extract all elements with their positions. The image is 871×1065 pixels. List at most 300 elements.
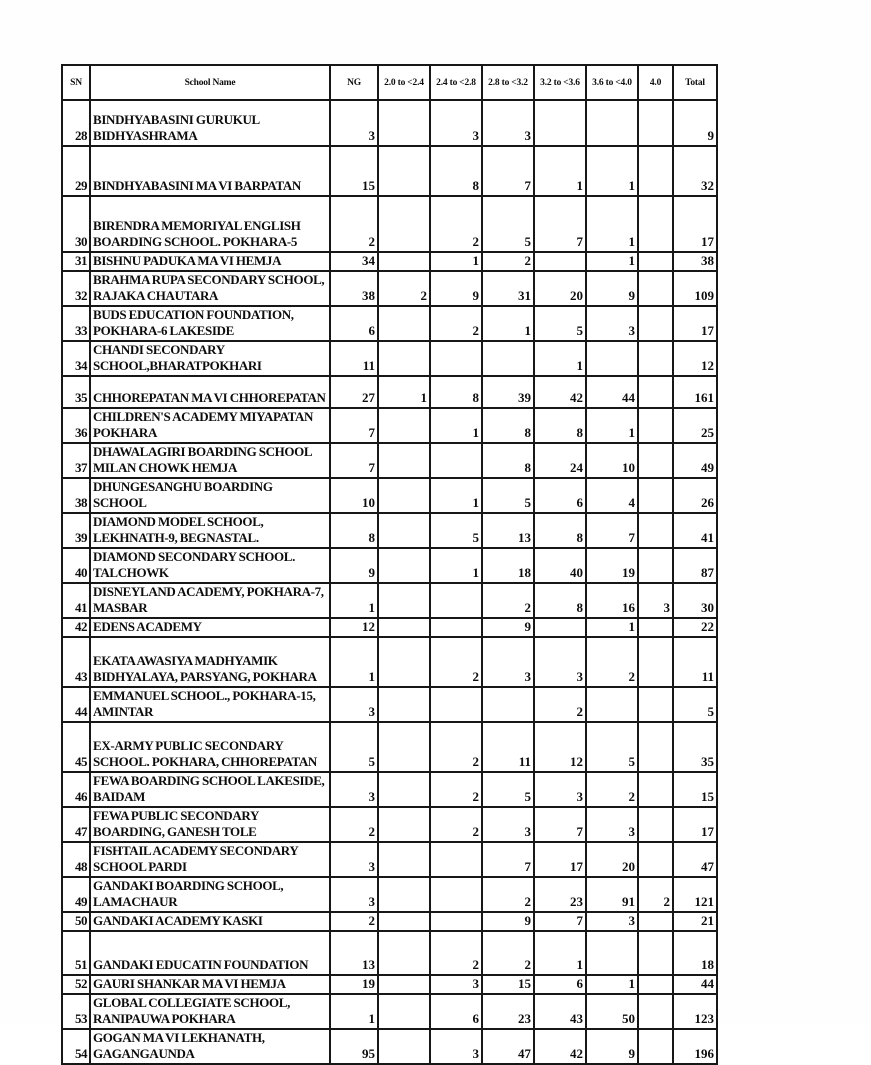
cell-grade-36-40: 2	[586, 772, 638, 807]
cell-grade-28-32: 5	[482, 478, 534, 513]
cell-sn: 51	[62, 931, 90, 975]
cell-sn: 37	[62, 443, 90, 478]
cell-grade-20-24	[378, 443, 430, 478]
cell-total: 47	[673, 842, 717, 877]
cell-sn: 40	[62, 548, 90, 583]
cell-grade-24-28: 2	[430, 931, 482, 975]
cell-total: 87	[673, 548, 717, 583]
cell-grade-36-40: 4	[586, 478, 638, 513]
cell-ng: 12	[330, 618, 378, 637]
cell-grade-24-28: 2	[430, 807, 482, 842]
cell-grade-28-32: 23	[482, 994, 534, 1029]
cell-grade-24-28	[430, 842, 482, 877]
cell-grade-24-28: 2	[430, 196, 482, 252]
cell-grade-24-28: 2	[430, 637, 482, 687]
column-header-grade-32-36: 3.2 to <3.6	[534, 65, 586, 100]
table-row	[62, 722, 717, 772]
column-header-grade-20-24: 2.0 to <2.4	[378, 65, 430, 100]
cell-school-name: EKATA AWASIYA MADHYAMIK BIDHYALAYA, PARSYANG, POKHARA	[90, 637, 330, 687]
cell-grade-36-40: 1	[586, 146, 638, 196]
cell-grade-28-32: 5	[482, 772, 534, 807]
cell-sn: 33	[62, 306, 90, 341]
cell-grade-20-24	[378, 931, 430, 975]
cell-grade-20-24	[378, 548, 430, 583]
cell-sn: 29	[62, 146, 90, 196]
table-row	[62, 931, 717, 975]
cell-grade-28-32: 3	[482, 807, 534, 842]
cell-total: 26	[673, 478, 717, 513]
cell-school-name: GANDAKI EDUCATIN FOUNDATION	[90, 931, 330, 975]
cell-school-name: DISNEYLAND ACADEMY, POKHARA-7, MASBAR	[90, 583, 330, 618]
column-header-grade-28-32: 2.8 to <3.2	[482, 65, 534, 100]
cell-grade-36-40: 1	[586, 618, 638, 637]
cell-sn: 30	[62, 196, 90, 252]
cell-grade-28-32: 5	[482, 196, 534, 252]
cell-grade-40	[638, 408, 673, 443]
cell-school-name: BRAHMA RUPA SECONDARY SCHOOL, RAJAKA CHAUTARA	[90, 271, 330, 306]
cell-grade-40	[638, 513, 673, 548]
cell-ng: 27	[330, 376, 378, 408]
cell-sn: 31	[62, 252, 90, 271]
cell-total: 15	[673, 772, 717, 807]
cell-ng: 11	[330, 341, 378, 376]
cell-grade-32-36	[534, 100, 586, 146]
cell-grade-28-32: 31	[482, 271, 534, 306]
cell-grade-36-40: 1	[586, 252, 638, 271]
cell-grade-40	[638, 618, 673, 637]
table-row	[62, 548, 717, 583]
cell-grade-36-40: 3	[586, 912, 638, 931]
table-row	[62, 772, 717, 807]
cell-grade-28-32: 2	[482, 583, 534, 618]
cell-ng: 7	[330, 443, 378, 478]
cell-grade-24-28	[430, 912, 482, 931]
cell-grade-24-28: 8	[430, 146, 482, 196]
cell-grade-24-28	[430, 877, 482, 912]
cell-sn: 48	[62, 842, 90, 877]
cell-school-name: CHHOREPATAN MA VI CHHOREPATAN	[90, 376, 330, 408]
cell-grade-32-36: 23	[534, 877, 586, 912]
cell-grade-32-36: 1	[534, 146, 586, 196]
cell-school-name: GOGAN MA VI LEKHANATH, GAGANGAUNDA	[90, 1029, 330, 1064]
cell-school-name: GANDAKI BOARDING SCHOOL, LAMACHAUR	[90, 877, 330, 912]
cell-grade-32-36: 3	[534, 637, 586, 687]
cell-grade-32-36	[534, 618, 586, 637]
cell-grade-40	[638, 271, 673, 306]
cell-school-name: BIRENDRA MEMORIYAL ENGLISH BOARDING SCHOOL. POKHARA-5	[90, 196, 330, 252]
table-row	[62, 618, 717, 637]
cell-grade-20-24	[378, 478, 430, 513]
cell-ng: 95	[330, 1029, 378, 1064]
cell-grade-24-28: 9	[430, 271, 482, 306]
table-row	[62, 842, 717, 877]
table-row	[62, 196, 717, 252]
table-row	[62, 252, 717, 271]
cell-ng: 1	[330, 637, 378, 687]
cell-grade-32-36: 40	[534, 548, 586, 583]
cell-grade-20-24	[378, 772, 430, 807]
cell-grade-40	[638, 687, 673, 722]
table-row	[62, 637, 717, 687]
cell-grade-40	[638, 100, 673, 146]
cell-sn: 38	[62, 478, 90, 513]
cell-grade-40	[638, 772, 673, 807]
cell-grade-28-32: 39	[482, 376, 534, 408]
table-header	[62, 65, 717, 100]
cell-grade-20-24	[378, 513, 430, 548]
cell-grade-28-32: 2	[482, 931, 534, 975]
cell-grade-40	[638, 252, 673, 271]
cell-grade-28-32: 7	[482, 842, 534, 877]
table-body	[62, 100, 717, 1064]
column-header-total: Total	[673, 65, 717, 100]
cell-sn: 46	[62, 772, 90, 807]
cell-grade-32-36: 20	[534, 271, 586, 306]
cell-ng: 8	[330, 513, 378, 548]
cell-grade-20-24	[378, 146, 430, 196]
cell-school-name: DIAMOND MODEL SCHOOL, LEKHNATH-9, BEGNASTAL.	[90, 513, 330, 548]
cell-total: 38	[673, 252, 717, 271]
cell-grade-32-36: 5	[534, 306, 586, 341]
table-row	[62, 807, 717, 842]
cell-grade-28-32: 7	[482, 146, 534, 196]
cell-ng: 38	[330, 271, 378, 306]
cell-grade-20-24: 2	[378, 271, 430, 306]
cell-grade-20-24	[378, 583, 430, 618]
cell-ng: 5	[330, 722, 378, 772]
cell-sn: 41	[62, 583, 90, 618]
cell-grade-20-24	[378, 341, 430, 376]
cell-sn: 53	[62, 994, 90, 1029]
cell-grade-36-40: 9	[586, 271, 638, 306]
cell-ng: 2	[330, 196, 378, 252]
cell-grade-36-40	[586, 931, 638, 975]
cell-grade-20-24	[378, 1029, 430, 1064]
cell-sn: 49	[62, 877, 90, 912]
cell-grade-28-32: 2	[482, 877, 534, 912]
cell-school-name: EDENS ACADEMY	[90, 618, 330, 637]
cell-grade-28-32: 3	[482, 637, 534, 687]
cell-total: 41	[673, 513, 717, 548]
cell-grade-24-28: 3	[430, 100, 482, 146]
cell-grade-36-40: 3	[586, 306, 638, 341]
cell-grade-40	[638, 341, 673, 376]
table-row	[62, 912, 717, 931]
cell-grade-24-28	[430, 583, 482, 618]
cell-sn: 39	[62, 513, 90, 548]
cell-grade-36-40: 3	[586, 807, 638, 842]
cell-grade-40	[638, 443, 673, 478]
cell-grade-40	[638, 912, 673, 931]
cell-sn: 50	[62, 912, 90, 931]
table-row	[62, 583, 717, 618]
cell-grade-36-40: 16	[586, 583, 638, 618]
cell-grade-36-40: 1	[586, 975, 638, 994]
cell-grade-32-36	[534, 252, 586, 271]
cell-sn: 42	[62, 618, 90, 637]
cell-ng: 13	[330, 931, 378, 975]
cell-sn: 32	[62, 271, 90, 306]
cell-ng: 3	[330, 687, 378, 722]
cell-grade-32-36: 8	[534, 408, 586, 443]
grade-distribution-table	[61, 64, 718, 1065]
cell-total: 17	[673, 196, 717, 252]
cell-grade-36-40: 50	[586, 994, 638, 1029]
cell-ng: 3	[330, 772, 378, 807]
cell-grade-32-36: 1	[534, 931, 586, 975]
cell-grade-28-32: 11	[482, 722, 534, 772]
cell-ng: 10	[330, 478, 378, 513]
cell-total: 44	[673, 975, 717, 994]
cell-grade-40	[638, 722, 673, 772]
cell-grade-40	[638, 306, 673, 341]
cell-grade-32-36: 17	[534, 842, 586, 877]
cell-grade-32-36: 7	[534, 807, 586, 842]
cell-grade-20-24: 1	[378, 376, 430, 408]
cell-grade-24-28: 2	[430, 722, 482, 772]
cell-grade-24-28: 2	[430, 306, 482, 341]
cell-school-name: GLOBAL COLLEGIATE SCHOOL, RANIPAUWA POKHARA	[90, 994, 330, 1029]
table-row	[62, 408, 717, 443]
cell-grade-36-40: 10	[586, 443, 638, 478]
cell-ng: 34	[330, 252, 378, 271]
cell-total: 49	[673, 443, 717, 478]
cell-grade-40	[638, 975, 673, 994]
cell-ng: 6	[330, 306, 378, 341]
cell-grade-32-36: 6	[534, 975, 586, 994]
cell-total: 25	[673, 408, 717, 443]
cell-school-name: BINDHYABASINI GURUKUL BIDHYASHRAMA	[90, 100, 330, 146]
cell-grade-32-36: 7	[534, 912, 586, 931]
cell-grade-36-40	[586, 687, 638, 722]
cell-grade-40	[638, 196, 673, 252]
cell-grade-20-24	[378, 842, 430, 877]
cell-grade-32-36: 1	[534, 341, 586, 376]
cell-grade-28-32	[482, 687, 534, 722]
cell-grade-20-24	[378, 618, 430, 637]
cell-total: 121	[673, 877, 717, 912]
cell-grade-36-40: 1	[586, 196, 638, 252]
cell-grade-40	[638, 478, 673, 513]
cell-grade-20-24	[378, 877, 430, 912]
cell-total: 196	[673, 1029, 717, 1064]
cell-grade-24-28: 2	[430, 772, 482, 807]
cell-grade-20-24	[378, 637, 430, 687]
table-row	[62, 341, 717, 376]
cell-grade-40	[638, 376, 673, 408]
cell-ng: 3	[330, 842, 378, 877]
cell-grade-40	[638, 931, 673, 975]
cell-grade-24-28	[430, 687, 482, 722]
cell-grade-32-36: 8	[534, 583, 586, 618]
cell-grade-40	[638, 807, 673, 842]
cell-grade-28-32: 18	[482, 548, 534, 583]
cell-sn: 36	[62, 408, 90, 443]
cell-ng: 19	[330, 975, 378, 994]
cell-school-name: FISHTAIL ACADEMY SECONDARY SCHOOL PARDI	[90, 842, 330, 877]
cell-total: 18	[673, 931, 717, 975]
cell-sn: 44	[62, 687, 90, 722]
cell-total: 30	[673, 583, 717, 618]
cell-grade-32-36: 6	[534, 478, 586, 513]
cell-grade-20-24	[378, 687, 430, 722]
cell-sn: 28	[62, 100, 90, 146]
cell-grade-28-32: 8	[482, 443, 534, 478]
cell-school-name: FEWA PUBLIC SECONDARY BOARDING, GANESH TOLE	[90, 807, 330, 842]
table-row	[62, 478, 717, 513]
cell-grade-24-28: 6	[430, 994, 482, 1029]
cell-grade-36-40: 1	[586, 408, 638, 443]
cell-school-name: BUDS EDUCATION FOUNDATION, POKHARA-6 LAKESIDE	[90, 306, 330, 341]
cell-total: 35	[673, 722, 717, 772]
cell-school-name: GAURI SHANKAR MA VI HEMJA	[90, 975, 330, 994]
cell-grade-24-28: 1	[430, 548, 482, 583]
cell-sn: 34	[62, 341, 90, 376]
cell-total: 12	[673, 341, 717, 376]
column-header-grade-24-28: 2.4 to <2.8	[430, 65, 482, 100]
cell-grade-20-24	[378, 912, 430, 931]
cell-total: 123	[673, 994, 717, 1029]
cell-grade-36-40	[586, 341, 638, 376]
cell-grade-24-28: 8	[430, 376, 482, 408]
cell-total: 109	[673, 271, 717, 306]
table-row	[62, 877, 717, 912]
cell-grade-40	[638, 842, 673, 877]
cell-school-name: DIAMOND SECONDARY SCHOOL. TALCHOWK	[90, 548, 330, 583]
cell-grade-28-32: 2	[482, 252, 534, 271]
cell-school-name: EMMANUEL SCHOOL., POKHARA-15, AMINTAR	[90, 687, 330, 722]
cell-grade-32-36: 7	[534, 196, 586, 252]
cell-total: 32	[673, 146, 717, 196]
table-row	[62, 146, 717, 196]
cell-grade-24-28: 3	[430, 975, 482, 994]
column-header-grade-36-40: 3.6 to <4.0	[586, 65, 638, 100]
header-row	[62, 65, 717, 100]
cell-grade-40: 2	[638, 877, 673, 912]
cell-total: 5	[673, 687, 717, 722]
table-row	[62, 271, 717, 306]
cell-sn: 45	[62, 722, 90, 772]
table-row	[62, 687, 717, 722]
cell-total: 161	[673, 376, 717, 408]
cell-school-name: CHILDREN'S ACADEMY MIYAPATAN POKHARA	[90, 408, 330, 443]
cell-grade-40	[638, 146, 673, 196]
cell-school-name: GANDAKI ACADEMY KASKI	[90, 912, 330, 931]
table-row	[62, 443, 717, 478]
cell-ng: 9	[330, 548, 378, 583]
cell-grade-20-24	[378, 408, 430, 443]
cell-total: 11	[673, 637, 717, 687]
cell-sn: 43	[62, 637, 90, 687]
table-row	[62, 1029, 717, 1064]
cell-grade-32-36: 3	[534, 772, 586, 807]
cell-grade-24-28: 1	[430, 252, 482, 271]
cell-grade-36-40	[586, 100, 638, 146]
cell-grade-36-40: 9	[586, 1029, 638, 1064]
cell-ng: 1	[330, 994, 378, 1029]
cell-total: 22	[673, 618, 717, 637]
cell-grade-20-24	[378, 975, 430, 994]
cell-sn: 47	[62, 807, 90, 842]
cell-grade-28-32: 47	[482, 1029, 534, 1064]
cell-grade-32-36: 42	[534, 1029, 586, 1064]
cell-school-name: DHUNGESANGHU BOARDING SCHOOL	[90, 478, 330, 513]
cell-grade-24-28	[430, 341, 482, 376]
cell-grade-32-36: 12	[534, 722, 586, 772]
cell-grade-24-28: 1	[430, 408, 482, 443]
cell-grade-28-32: 9	[482, 912, 534, 931]
cell-total: 21	[673, 912, 717, 931]
cell-school-name: EX-ARMY PUBLIC SECONDARY SCHOOL. POKHARA, CHHOREPATAN	[90, 722, 330, 772]
cell-grade-28-32: 1	[482, 306, 534, 341]
cell-grade-36-40: 7	[586, 513, 638, 548]
cell-grade-36-40: 19	[586, 548, 638, 583]
cell-grade-24-28: 3	[430, 1029, 482, 1064]
cell-grade-36-40: 44	[586, 376, 638, 408]
cell-total: 17	[673, 306, 717, 341]
cell-grade-32-36: 8	[534, 513, 586, 548]
cell-school-name: BISHNU PADUKA MA VI HEMJA	[90, 252, 330, 271]
cell-total: 9	[673, 100, 717, 146]
column-header-school-name: School Name	[90, 65, 330, 100]
cell-total: 17	[673, 807, 717, 842]
table-row	[62, 376, 717, 408]
cell-grade-20-24	[378, 252, 430, 271]
cell-grade-36-40: 20	[586, 842, 638, 877]
cell-grade-40: 3	[638, 583, 673, 618]
table-row	[62, 100, 717, 146]
cell-grade-20-24	[378, 722, 430, 772]
cell-grade-32-36: 43	[534, 994, 586, 1029]
cell-grade-20-24	[378, 807, 430, 842]
cell-grade-32-36: 24	[534, 443, 586, 478]
cell-grade-24-28: 5	[430, 513, 482, 548]
cell-grade-40	[638, 1029, 673, 1064]
column-header-ng: NG	[330, 65, 378, 100]
cell-grade-32-36: 2	[534, 687, 586, 722]
cell-school-name: CHANDI SECONDARY SCHOOL,BHARATPOKHARI	[90, 341, 330, 376]
cell-grade-24-28: 1	[430, 478, 482, 513]
cell-ng: 2	[330, 912, 378, 931]
cell-ng: 3	[330, 877, 378, 912]
cell-grade-40	[638, 637, 673, 687]
cell-grade-28-32: 15	[482, 975, 534, 994]
cell-grade-28-32: 8	[482, 408, 534, 443]
cell-grade-28-32: 3	[482, 100, 534, 146]
cell-grade-20-24	[378, 100, 430, 146]
cell-grade-36-40: 5	[586, 722, 638, 772]
cell-sn: 54	[62, 1029, 90, 1064]
cell-sn: 35	[62, 376, 90, 408]
cell-ng: 2	[330, 807, 378, 842]
cell-school-name: DHAWALAGIRI BOARDING SCHOOL MILAN CHOWK HEMJA	[90, 443, 330, 478]
cell-grade-40	[638, 548, 673, 583]
cell-grade-24-28	[430, 443, 482, 478]
cell-grade-36-40: 2	[586, 637, 638, 687]
table-row	[62, 975, 717, 994]
cell-grade-36-40: 91	[586, 877, 638, 912]
cell-grade-28-32: 9	[482, 618, 534, 637]
column-header-sn: SN	[62, 65, 90, 100]
cell-ng: 7	[330, 408, 378, 443]
cell-grade-28-32	[482, 341, 534, 376]
cell-sn: 52	[62, 975, 90, 994]
cell-ng: 3	[330, 100, 378, 146]
cell-school-name: BINDHYABASINI MA VI BARPATAN	[90, 146, 330, 196]
table-row	[62, 513, 717, 548]
cell-ng: 1	[330, 583, 378, 618]
cell-grade-20-24	[378, 306, 430, 341]
